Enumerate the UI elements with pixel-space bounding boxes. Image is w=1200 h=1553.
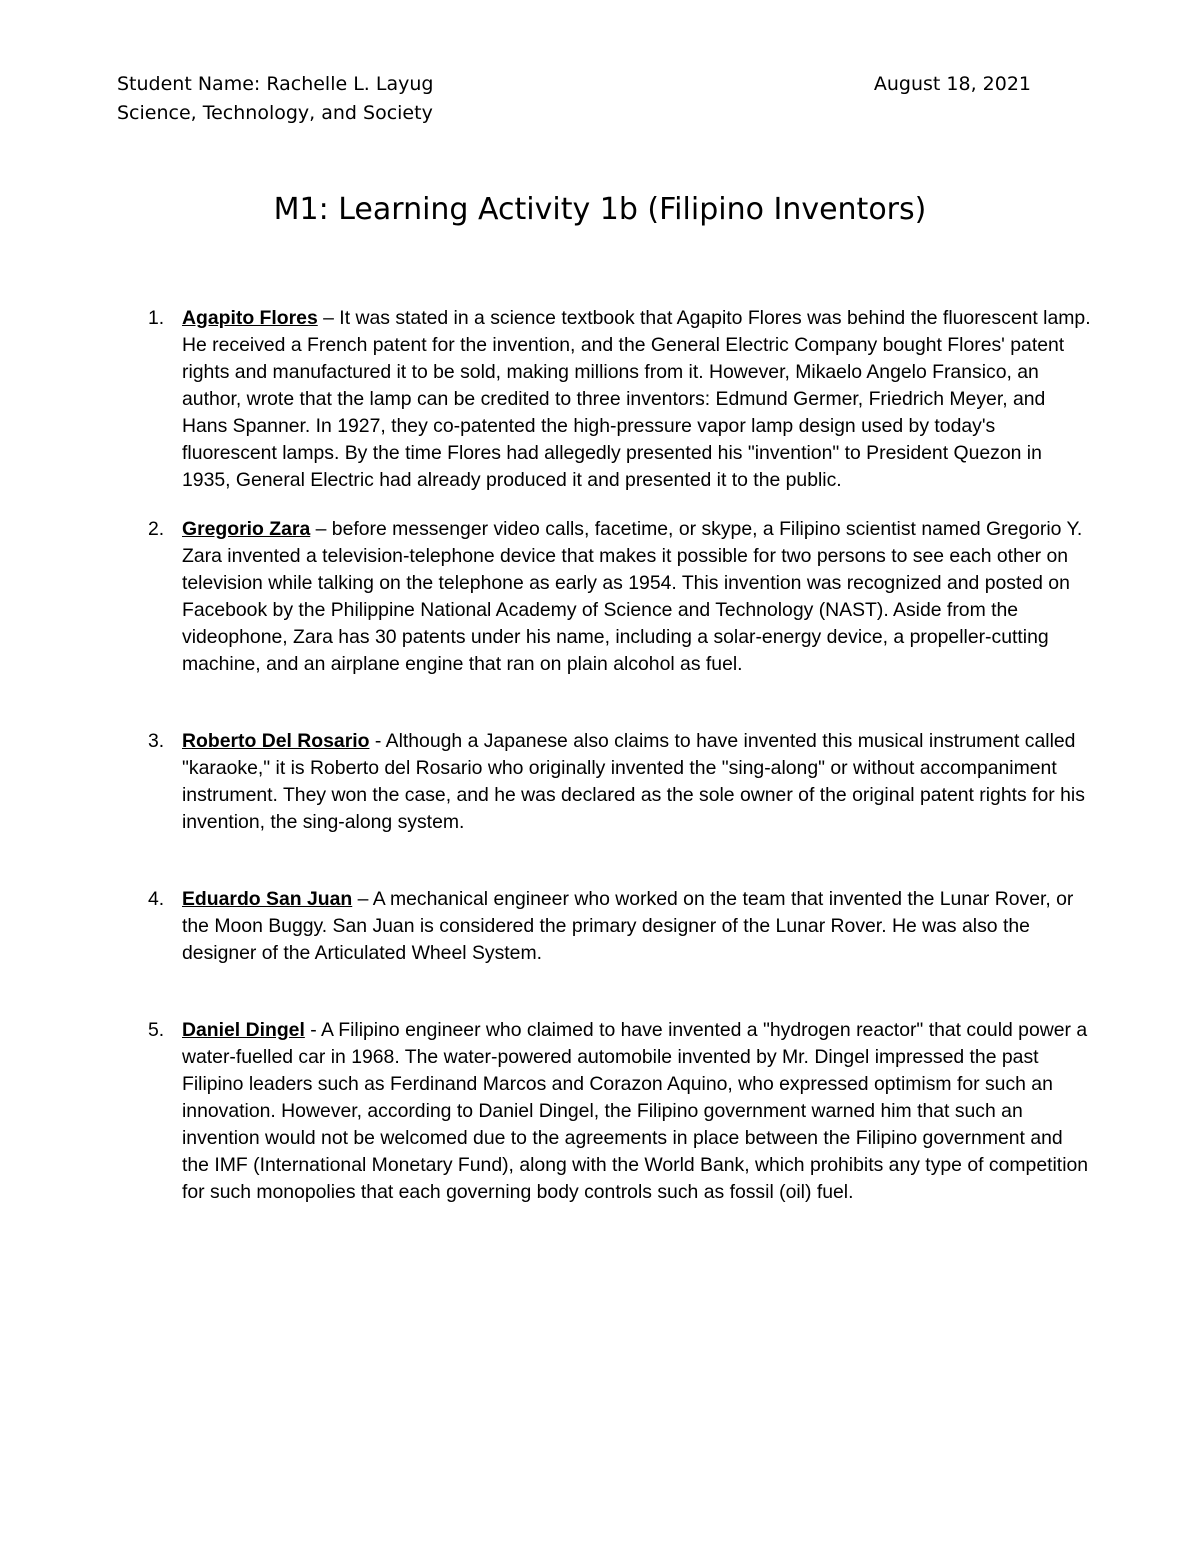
item-text: – A mechanical engineer who worked on the team that invented the Lunar Rover, or the Moon Buggy. San Juan is considered the primary designer of the Lunar Rover. He was also the designer of the Articulated Wheel System. [182, 888, 1074, 964]
item-body [182, 1017, 1095, 1206]
item-text: – before messenger video calls, facetime, or skype, a Filipino scientist named Gregorio Y. Zara invented a television-telephone device that makes it possible for two persons to see each other on television while talking on the telephone as early as 1954. This invention was recognized and posted on Facebook by the Philippine National Academy of Science and Technology (NAST). Aside from the videophone, Zara has 30 patents under his name, including a solar-energy device, a propeller-cutting machine, and an airplane engine that ran on plain alcohol as fuel. [182, 518, 1083, 675]
inventor-name: Agapito Flores [182, 307, 318, 329]
item-text: - Although a Japanese also claims to have invented this musical instrument called "karaoke," it is Roberto del Rosario who originally invented the "sing-along" or without accompaniment instrument. They won the case, and he was declared as the sole owner of the original patent rights for his invention, the sing-along system. [182, 730, 1085, 833]
inventor-name: Eduardo San Juan [182, 888, 353, 910]
inventor-list [120, 305, 1095, 1206]
header-row [117, 70, 1031, 99]
list-item [120, 516, 1095, 678]
item-number: 5. [148, 1019, 165, 1041]
item-number: 1. [148, 307, 165, 329]
student-name: Student Name: Rachelle L. Layug [117, 73, 434, 95]
item-body [182, 516, 1095, 678]
item-body [182, 305, 1095, 494]
document-date: August 18, 2021 [873, 73, 1031, 95]
inventor-name: Daniel Dingel [182, 1019, 305, 1041]
item-number: 4. [148, 888, 165, 910]
item-text: - A Filipino engineer who claimed to have invented a "hydrogen reactor" that could power a water-fuelled car in 1968. The water-powered automobile invented by Mr. Dingel impressed the past Filipino leaders such as Ferdinand Marcos and Corazon Aquino, who expressed optimism for such an innovation. However, according to Daniel Dingel, the Filipino government warned him that such an invention would not be welcomed due to the agreements in place between the Filipino government and the IMF (International Monetary Fund), along with the World Bank, which prohibits any type of competition for such monopolies that each governing body controls such as fossil (oil) fuel. [182, 1019, 1089, 1203]
item-body [182, 728, 1095, 836]
list-item [120, 305, 1095, 494]
page-title: M1: Learning Activity 1b (Filipino Inventors) [273, 192, 927, 227]
item-number: 2. [148, 518, 165, 540]
inventor-name: Gregorio Zara [182, 518, 311, 540]
inventor-name: Roberto Del Rosario [182, 730, 370, 752]
list-item [120, 728, 1095, 836]
list-item [120, 886, 1095, 967]
item-text: – It was stated in a science textbook that Agapito Flores was behind the fluorescent lamp. He received a French patent for the invention, and the General Electric Company bought Flores' patent rights and manufactured it to be sold, making millions from it. However, Mikaelo Angelo Fransico, an author, wrote that the lamp can be credited to three inventors: Edmund Germer, Friedrich Meyer, and Hans Spanner. In 1927, they co-patented the high-pressure vapor lamp design used by today's fluorescent lamps. By the time Flores had allegedly presented his "invention" to President Quezon in 1935, General Electric had already produced it and presented it to the public. [182, 307, 1091, 491]
item-number: 3. [148, 730, 165, 752]
course-name: Science, Technology, and Society [117, 102, 433, 124]
item-body [182, 886, 1095, 967]
list-item [120, 1017, 1095, 1206]
document-header [117, 70, 1031, 128]
